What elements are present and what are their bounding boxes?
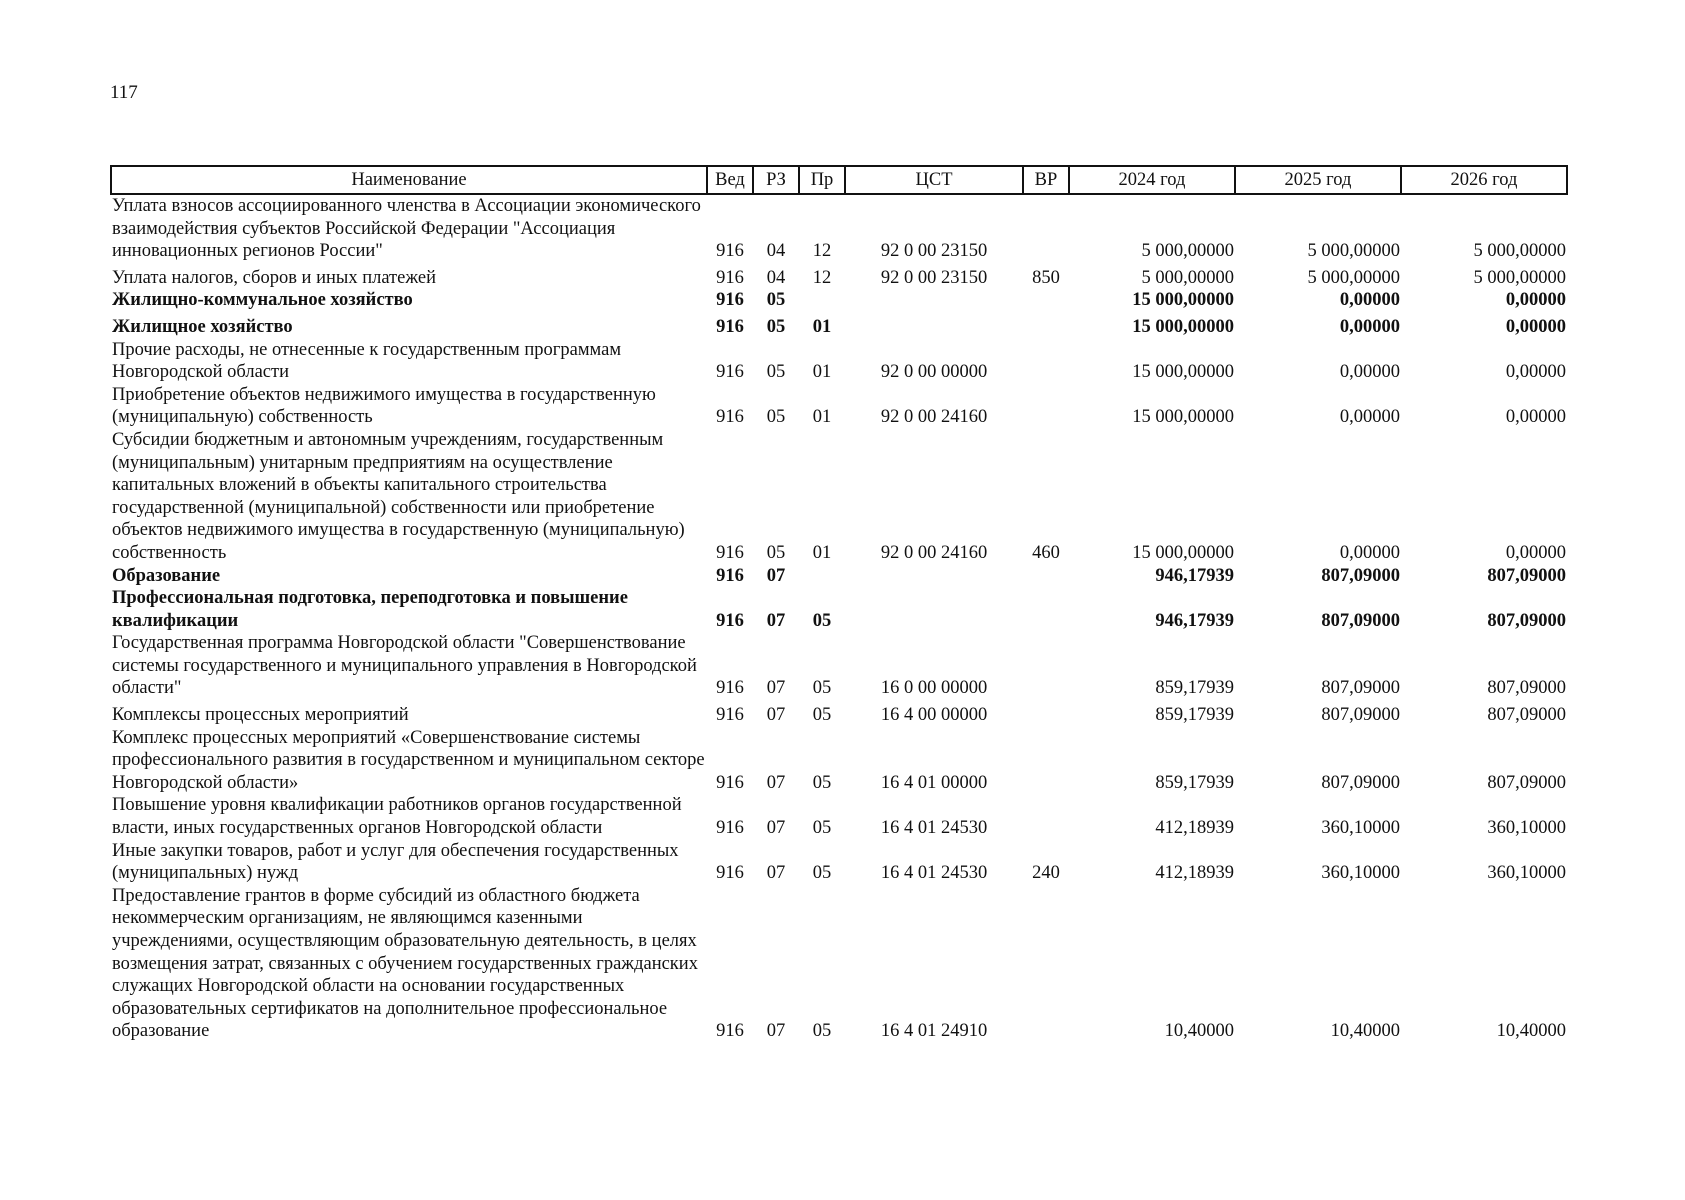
table-row bbox=[111, 263, 1567, 290]
row-pr: 01 bbox=[812, 316, 832, 337]
row-rz: 07 bbox=[766, 678, 786, 699]
table-row bbox=[111, 339, 1567, 384]
row-name: Субсидии бюджетным и автономным учреждениям, государственным (муниципальным) унитарным предприятиям на осуществление капитальных вложений в объекты капитального строительства государственной (муниципальной) собственности или приобретение объектов недвижимого имущества в государственную (муниципальную) собственность bbox=[112, 429, 685, 563]
row-2024: 15 000,00000 bbox=[1132, 362, 1234, 383]
row-name: Жилищное хозяйство bbox=[112, 316, 293, 337]
row-2024: 859,17939 bbox=[1155, 705, 1234, 726]
row-pr: 05 bbox=[812, 863, 832, 884]
row-2025: 0,00000 bbox=[1339, 407, 1400, 428]
table-row bbox=[111, 429, 1567, 565]
row-2026: 807,09000 bbox=[1487, 678, 1566, 699]
row-2026: 360,10000 bbox=[1487, 863, 1566, 884]
row-ved: 916 bbox=[716, 241, 744, 262]
row-2026: 0,00000 bbox=[1505, 290, 1566, 311]
row-vr bbox=[1023, 289, 1069, 312]
row-pr: 05 bbox=[812, 1021, 832, 1042]
row-2025: 0,00000 bbox=[1339, 290, 1400, 311]
row-2026: 807,09000 bbox=[1487, 610, 1566, 631]
row-cst bbox=[845, 565, 1023, 588]
row-2025: 360,10000 bbox=[1321, 818, 1400, 839]
row-2025: 5 000,00000 bbox=[1307, 241, 1400, 262]
row-name: Приобретение объектов недвижимого имущества в государственную (муниципальную) собственность bbox=[112, 384, 656, 428]
row-name: Прочие расходы, не отнесенные к государственным программам Новгородской области bbox=[112, 339, 622, 383]
row-2024: 859,17939 bbox=[1155, 772, 1234, 793]
row-2026: 0,00000 bbox=[1505, 542, 1566, 563]
row-cst: 92 0 00 23150 bbox=[880, 267, 988, 288]
row-2024: 15 000,00000 bbox=[1132, 407, 1234, 428]
row-2026: 360,10000 bbox=[1487, 818, 1566, 839]
header-vr: ВР bbox=[1023, 166, 1069, 194]
row-rz: 05 bbox=[766, 362, 786, 383]
table-row bbox=[111, 565, 1567, 588]
table-row bbox=[111, 794, 1567, 839]
row-pr: 05 bbox=[812, 818, 832, 839]
row-cst: 92 0 00 24160 bbox=[880, 407, 988, 428]
row-ved: 916 bbox=[716, 1021, 744, 1042]
row-cst: 92 0 00 00000 bbox=[880, 362, 988, 383]
row-rz: 05 bbox=[766, 407, 786, 428]
row-ved: 916 bbox=[716, 542, 744, 563]
row-2024: 946,17939 bbox=[1155, 610, 1234, 631]
row-ved: 916 bbox=[716, 290, 744, 311]
row-rz: 07 bbox=[766, 565, 786, 586]
row-2025: 5 000,00000 bbox=[1307, 267, 1400, 288]
row-vr: 850 bbox=[1032, 267, 1060, 288]
row-cst bbox=[845, 289, 1023, 312]
row-ved: 916 bbox=[716, 863, 744, 884]
table-row bbox=[111, 289, 1567, 312]
row-name: Жилищно-коммунальное хозяйство bbox=[112, 290, 413, 311]
header-2024: 2024 год bbox=[1069, 166, 1235, 194]
row-2026: 807,09000 bbox=[1487, 565, 1566, 586]
row-2024: 859,17939 bbox=[1155, 678, 1234, 699]
row-name: Комплекс процессных мероприятий «Совершенствование системы профессионального развития в государственном и муниципальном секторе Новгородской области» bbox=[112, 727, 705, 793]
row-rz: 07 bbox=[766, 818, 786, 839]
row-rz: 07 bbox=[766, 772, 786, 793]
row-cst bbox=[845, 587, 1023, 632]
row-cst bbox=[845, 312, 1023, 339]
row-pr: 05 bbox=[812, 772, 832, 793]
row-vr bbox=[1023, 700, 1069, 727]
row-2026: 10,40000 bbox=[1496, 1021, 1566, 1042]
row-pr: 12 bbox=[812, 267, 832, 288]
row-ved: 916 bbox=[716, 818, 744, 839]
row-pr: 01 bbox=[812, 362, 832, 383]
row-name: Предоставление грантов в форме субсидий из областного бюджета некоммерческим организациям, не являющимся казенными учреждениями, осуществляющим образовательную деятельность, в целях возмещения затрат, связанных с обучением государственных гражданских служащих Новгородской области на основании государственных образовательных сертификатов на дополнительное профессиональное образование bbox=[112, 885, 698, 1042]
header-cst: ЦСТ bbox=[845, 166, 1023, 194]
row-vr: 240 bbox=[1032, 863, 1060, 884]
row-cst: 16 0 00 00000 bbox=[880, 678, 988, 699]
row-2024: 412,18939 bbox=[1155, 818, 1234, 839]
row-cst: 16 4 00 00000 bbox=[880, 705, 988, 726]
row-2025: 0,00000 bbox=[1339, 316, 1400, 337]
row-pr: 05 bbox=[812, 678, 832, 699]
row-2024: 15 000,00000 bbox=[1132, 316, 1234, 337]
row-2024: 15 000,00000 bbox=[1132, 542, 1234, 563]
row-cst: 92 0 00 23150 bbox=[880, 241, 988, 262]
header-2025: 2025 год bbox=[1235, 166, 1401, 194]
row-cst: 16 4 01 24530 bbox=[880, 863, 988, 884]
row-name: Государственная программа Новгородской области "Совершенствование системы государственного и муниципального управления в Новгородской области" bbox=[112, 633, 697, 699]
row-2026: 5 000,00000 bbox=[1473, 267, 1566, 288]
row-2025: 10,40000 bbox=[1330, 1021, 1400, 1042]
table-row bbox=[111, 700, 1567, 727]
row-ved: 916 bbox=[716, 772, 744, 793]
row-2024: 946,17939 bbox=[1155, 565, 1234, 586]
row-rz: 04 bbox=[766, 241, 786, 262]
row-2026: 0,00000 bbox=[1505, 407, 1566, 428]
row-name: Комплексы процессных мероприятий bbox=[112, 705, 409, 726]
row-vr bbox=[1023, 794, 1069, 839]
row-vr bbox=[1023, 632, 1069, 700]
row-rz: 07 bbox=[766, 610, 786, 631]
row-name: Иные закупки товаров, работ и услуг для обеспечения государственных (муниципальных) нужд bbox=[112, 840, 679, 884]
table-row bbox=[111, 885, 1567, 1043]
row-vr bbox=[1023, 339, 1069, 384]
row-ved: 916 bbox=[716, 705, 744, 726]
row-name: Профессиональная подготовка, переподготовка и повышение квалификации bbox=[112, 588, 628, 631]
row-2024: 5 000,00000 bbox=[1141, 267, 1234, 288]
row-rz: 04 bbox=[766, 267, 786, 288]
row-2024: 15 000,00000 bbox=[1132, 290, 1234, 311]
row-cst: 16 4 01 24910 bbox=[880, 1021, 988, 1042]
row-ved: 916 bbox=[716, 316, 744, 337]
table-row bbox=[111, 840, 1567, 885]
row-ved: 916 bbox=[716, 610, 744, 631]
header-ved: Вед bbox=[707, 166, 753, 194]
header-name: Наименование bbox=[111, 166, 707, 194]
row-vr bbox=[1023, 885, 1069, 1043]
table-row bbox=[111, 312, 1567, 339]
row-2025: 0,00000 bbox=[1339, 362, 1400, 383]
row-ved: 916 bbox=[716, 267, 744, 288]
row-pr: 01 bbox=[812, 407, 832, 428]
row-2024: 10,40000 bbox=[1164, 1021, 1234, 1042]
row-2025: 807,09000 bbox=[1321, 565, 1400, 586]
table-row bbox=[111, 194, 1567, 263]
row-pr: 01 bbox=[812, 542, 832, 563]
row-ved: 916 bbox=[716, 362, 744, 383]
row-rz: 05 bbox=[766, 316, 786, 337]
row-2025: 807,09000 bbox=[1321, 705, 1400, 726]
row-ved: 916 bbox=[716, 407, 744, 428]
row-name: Уплата налогов, сборов и иных платежей bbox=[112, 267, 437, 288]
row-ved: 916 bbox=[716, 565, 744, 586]
row-pr bbox=[799, 565, 845, 588]
header-2026: 2026 год bbox=[1401, 166, 1567, 194]
row-2026: 5 000,00000 bbox=[1473, 241, 1566, 262]
row-vr bbox=[1023, 727, 1069, 795]
row-ved: 916 bbox=[716, 678, 744, 699]
row-2025: 360,10000 bbox=[1321, 863, 1400, 884]
page-number: 117 bbox=[110, 82, 138, 103]
row-2025: 807,09000 bbox=[1321, 772, 1400, 793]
row-name: Повышение уровня квалификации работников органов государственной власти, иных государственных органов Новгородской области bbox=[112, 795, 682, 839]
row-pr: 12 bbox=[812, 241, 832, 262]
table-row bbox=[111, 384, 1567, 429]
row-2024: 5 000,00000 bbox=[1141, 241, 1234, 262]
table-header-row bbox=[111, 166, 1567, 194]
row-2025: 807,09000 bbox=[1321, 678, 1400, 699]
row-cst: 16 4 01 00000 bbox=[880, 772, 988, 793]
row-vr: 460 bbox=[1032, 542, 1060, 563]
row-vr bbox=[1023, 384, 1069, 429]
row-vr bbox=[1023, 312, 1069, 339]
row-rz: 07 bbox=[766, 1021, 786, 1042]
table-row bbox=[111, 632, 1567, 700]
row-cst: 92 0 00 24160 bbox=[880, 542, 988, 563]
budget-table bbox=[110, 165, 1568, 1043]
row-vr bbox=[1023, 565, 1069, 588]
row-name: Образование bbox=[112, 565, 221, 586]
row-rz: 05 bbox=[766, 542, 786, 563]
table-row bbox=[111, 727, 1567, 795]
row-pr: 05 bbox=[812, 610, 832, 631]
row-2026: 807,09000 bbox=[1487, 705, 1566, 726]
row-2025: 807,09000 bbox=[1321, 610, 1400, 631]
row-rz: 07 bbox=[766, 863, 786, 884]
header-pr: Пр bbox=[799, 166, 845, 194]
row-vr bbox=[1023, 587, 1069, 632]
row-2026: 807,09000 bbox=[1487, 772, 1566, 793]
row-pr bbox=[799, 289, 845, 312]
row-rz: 07 bbox=[766, 705, 786, 726]
row-name: Уплата взносов ассоциированного членства в Ассоциации экономического взаимодействия субъектов Российской Федерации "Ассоциация инновационных регионов России" bbox=[112, 196, 701, 262]
row-2026: 0,00000 bbox=[1505, 362, 1566, 383]
row-2026: 0,00000 bbox=[1505, 316, 1566, 337]
row-rz: 05 bbox=[766, 290, 786, 311]
row-cst: 16 4 01 24530 bbox=[880, 818, 988, 839]
row-pr: 05 bbox=[812, 705, 832, 726]
row-vr bbox=[1023, 194, 1069, 263]
table-row bbox=[111, 587, 1567, 632]
row-2024: 412,18939 bbox=[1155, 863, 1234, 884]
header-rz: РЗ bbox=[753, 166, 799, 194]
row-2025: 0,00000 bbox=[1339, 542, 1400, 563]
